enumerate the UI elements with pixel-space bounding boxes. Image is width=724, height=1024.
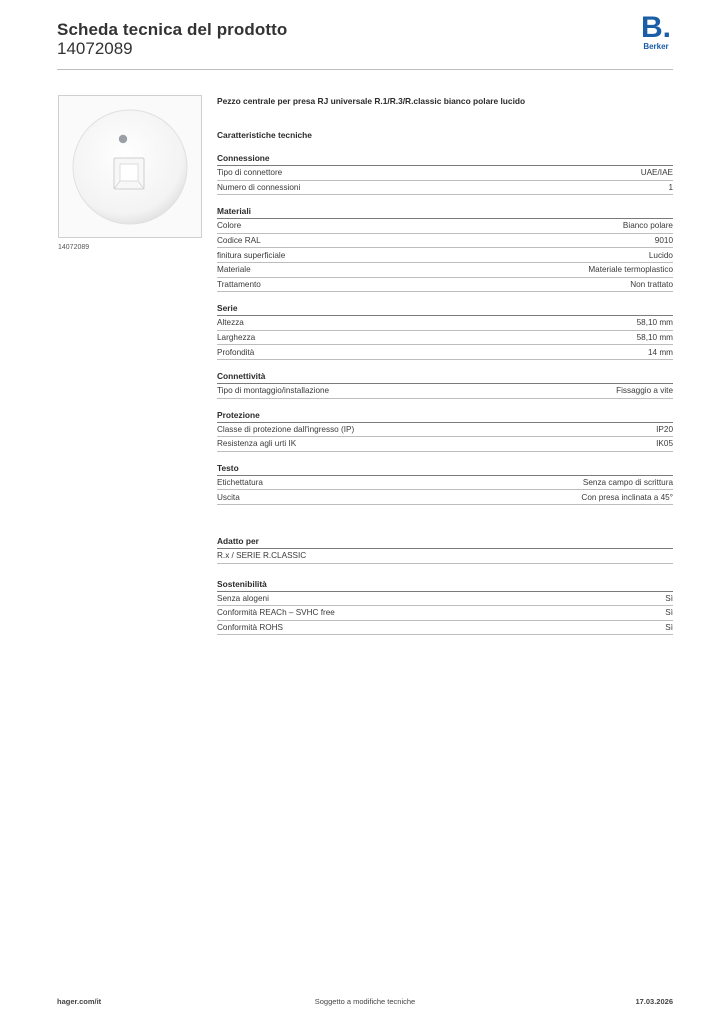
spec-label: Larghezza — [217, 333, 256, 343]
page-title: Scheda tecnica del prodotto — [57, 20, 288, 39]
rj-socket-cover-image — [58, 95, 202, 238]
spec-label: Uscita — [217, 492, 240, 502]
spec-row — [217, 476, 673, 491]
section-sostenibilita — [217, 568, 673, 636]
spec-value: 58,10 mm — [636, 318, 673, 328]
spec-label: Colore — [217, 221, 242, 231]
section-title: Protezione — [217, 399, 673, 423]
spec-label: Tipo di connettore — [217, 168, 283, 178]
section-title: Connettività — [217, 360, 673, 384]
spec-row — [217, 331, 673, 346]
product-photo — [59, 96, 201, 237]
spec-value: UAE/IAE — [640, 168, 673, 178]
spec-content — [217, 96, 673, 635]
spec-label: Codice RAL — [217, 236, 261, 246]
section-title: Adatto per — [217, 525, 673, 549]
spec-row — [217, 278, 673, 293]
spec-value: Sì — [665, 622, 673, 632]
section-title: Sostenibilità — [217, 568, 673, 592]
spec-section — [217, 292, 673, 360]
section-title: Testo — [217, 452, 673, 476]
spec-label: Altezza — [217, 318, 244, 328]
spec-value: 9010 — [654, 236, 673, 246]
spec-label: Trattamento — [217, 279, 261, 289]
spec-row — [217, 181, 673, 196]
spec-value: 1 — [668, 182, 673, 192]
spec-row — [217, 234, 673, 249]
berker-logo-text: Berker — [643, 42, 669, 51]
spec-label: Resistenza agli urti IK — [217, 439, 297, 449]
footer-website[interactable]: hager.com/it — [57, 997, 102, 1006]
image-caption: 14072089 — [58, 244, 90, 251]
spec-row — [217, 437, 673, 452]
spec-label: finitura superficiale — [217, 250, 286, 260]
spec-row — [217, 592, 673, 607]
spec-label: Tipo di montaggio/installazione — [217, 386, 330, 396]
section-title: Serie — [217, 292, 673, 316]
spec-row — [217, 384, 673, 399]
spec-section — [217, 195, 673, 292]
spec-label: Classe di protezione dall'ingresso (IP) — [217, 424, 355, 434]
section-title: Connessione — [217, 142, 673, 166]
spec-value: Lucido — [648, 250, 673, 260]
spec-value: IK05 — [656, 439, 673, 449]
spec-label: Profondità — [217, 347, 255, 357]
spec-value: Bianco polare — [622, 221, 673, 231]
spec-section — [217, 360, 673, 399]
header-divider — [57, 69, 673, 70]
spec-row — [217, 621, 673, 636]
spec-label: R.x / SERIE R.CLASSIC — [217, 551, 307, 561]
product-code: 14072089 — [57, 39, 133, 58]
spec-row — [217, 606, 673, 621]
spec-section — [217, 399, 673, 452]
page-header — [57, 11, 673, 70]
spec-row — [217, 345, 673, 360]
section-adatto — [217, 525, 673, 564]
spec-value: Sì — [665, 608, 673, 618]
spec-row — [217, 490, 673, 505]
spec-value: IP20 — [656, 424, 673, 434]
page-footer — [57, 997, 673, 1011]
spec-label: Numero di connessioni — [217, 182, 301, 192]
spec-value: Senza campo di scrittura — [582, 478, 673, 488]
spec-value: Con presa inclinata a 45° — [581, 492, 673, 502]
spec-value: Non trattato — [630, 279, 673, 289]
spec-label: Etichettatura — [217, 478, 263, 488]
spec-row — [217, 316, 673, 331]
product-description: Pezzo centrale per presa RJ universale R.1/R.3/R.classic bianco polare lucido — [217, 96, 526, 106]
spec-section — [217, 142, 673, 195]
spec-section — [217, 452, 673, 505]
berker-logo-mark: B. — [641, 11, 671, 44]
spec-label: Senza alogeni — [217, 593, 269, 603]
spec-value: Fissaggio a vite — [616, 386, 673, 396]
spec-label: Conformità REACh – SVHC free — [217, 608, 335, 618]
footer-date: 17.03.2026 — [635, 997, 673, 1006]
spec-row — [217, 549, 673, 564]
spec-row — [217, 263, 673, 278]
spec-row — [217, 423, 673, 438]
spec-value: 14 mm — [647, 347, 673, 357]
spec-sections — [217, 142, 673, 505]
spec-value: Sì — [665, 593, 673, 603]
spec-row — [217, 219, 673, 234]
spec-value: 58,10 mm — [636, 333, 673, 343]
spec-row — [217, 248, 673, 263]
berker-logo — [639, 11, 673, 52]
spec-label: Materiale — [217, 265, 251, 275]
section-title: Materiali — [217, 195, 673, 219]
footer-disclaimer: Soggetto a modifiche tecniche — [314, 997, 416, 1006]
spec-row — [217, 166, 673, 181]
spec-label: Conformità ROHS — [217, 622, 283, 632]
spec-heading: Caratteristiche tecniche — [217, 130, 312, 140]
spec-value: Materiale termoplastico — [588, 265, 673, 275]
